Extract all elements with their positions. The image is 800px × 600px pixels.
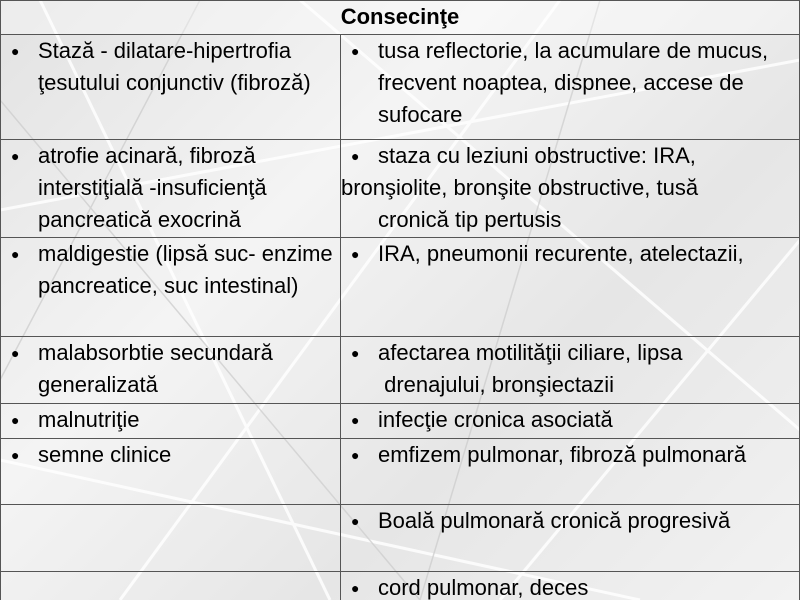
table-row <box>1 35 800 140</box>
table-row <box>1 505 800 572</box>
table-cell-left <box>1 238 341 337</box>
table-row <box>1 572 800 600</box>
table-row <box>1 238 800 337</box>
table-cell-right <box>341 238 800 337</box>
cell-text: IRA, pneumonii recurente, atelectazii, <box>378 241 744 266</box>
table-cell-right <box>341 337 800 404</box>
cell-text: atrofie acinară, fibroză interstiţială -insuficienţă pancreatică exocrină <box>38 143 267 232</box>
bullet-icon: ● <box>351 513 360 529</box>
cell-text: malnutriţie <box>38 407 140 432</box>
bullet-icon: ● <box>11 447 20 463</box>
bullet-icon: ● <box>351 447 360 463</box>
cell-text: cronică tip pertusis <box>378 207 562 232</box>
table-cell-left <box>1 505 341 572</box>
table-cell-left <box>1 439 341 505</box>
table-row <box>1 337 800 404</box>
cell-text: drenajului, bronşiectazii <box>378 372 615 397</box>
bullet-icon: ● <box>11 412 20 428</box>
cell-text: tusa reflectorie, la acumulare de mucus, frecvent noaptea, dispnee, accese de sufocare <box>378 38 769 127</box>
cell-text: semne clinice <box>38 442 172 467</box>
table-title: Consecinţe <box>1 1 800 35</box>
bullet-icon: ● <box>351 148 360 164</box>
table-cell-right <box>341 572 800 600</box>
table-row <box>1 439 800 505</box>
table-cell-right <box>341 505 800 572</box>
cell-text: maldigestie (lipsă suc- enzime pancreatice, suc intestinal) <box>38 241 333 298</box>
bullet-icon: ● <box>11 43 20 59</box>
table-cell-left <box>1 140 341 238</box>
table-row <box>1 140 800 238</box>
bullet-icon: ● <box>11 246 20 262</box>
bullet-icon: ● <box>351 580 360 596</box>
cell-text: Boală pulmonară cronică progresivă <box>378 508 731 533</box>
cell-text: cord pulmonar, deces <box>378 575 589 600</box>
table-row <box>1 404 800 439</box>
cell-text: emfizem pulmonar, fibroză pulmonară <box>378 442 747 467</box>
table-cell-right <box>341 439 800 505</box>
bullet-icon: ● <box>11 345 20 361</box>
cell-text: afectarea motilităţii ciliare, lipsa <box>378 340 683 365</box>
bullet-icon: ● <box>11 148 20 164</box>
bullet-icon: ● <box>351 345 360 361</box>
cell-text: malabsorbtie secundară generalizată <box>38 340 273 397</box>
table-cell-left <box>1 337 341 404</box>
table-cell-right <box>341 35 800 140</box>
table-cell-left <box>1 35 341 140</box>
table-cell-left <box>1 572 341 600</box>
table-cell-right <box>341 140 800 238</box>
bullet-icon: ● <box>351 43 360 59</box>
bullet-icon: ● <box>351 412 360 428</box>
cell-text: staza cu leziuni obstructive: IRA, <box>378 143 696 168</box>
cell-text: infecţie cronica asociată <box>378 407 613 432</box>
bullet-icon: ● <box>351 246 360 262</box>
cell-text: Stază - dilatare-hipertrofia ţesutului conjunctiv (fibroză) <box>38 38 311 95</box>
table-cell-left <box>1 404 341 439</box>
table-cell-right <box>341 404 800 439</box>
cell-text: bronşiolite, bronşite obstructive, tusă <box>341 175 699 200</box>
